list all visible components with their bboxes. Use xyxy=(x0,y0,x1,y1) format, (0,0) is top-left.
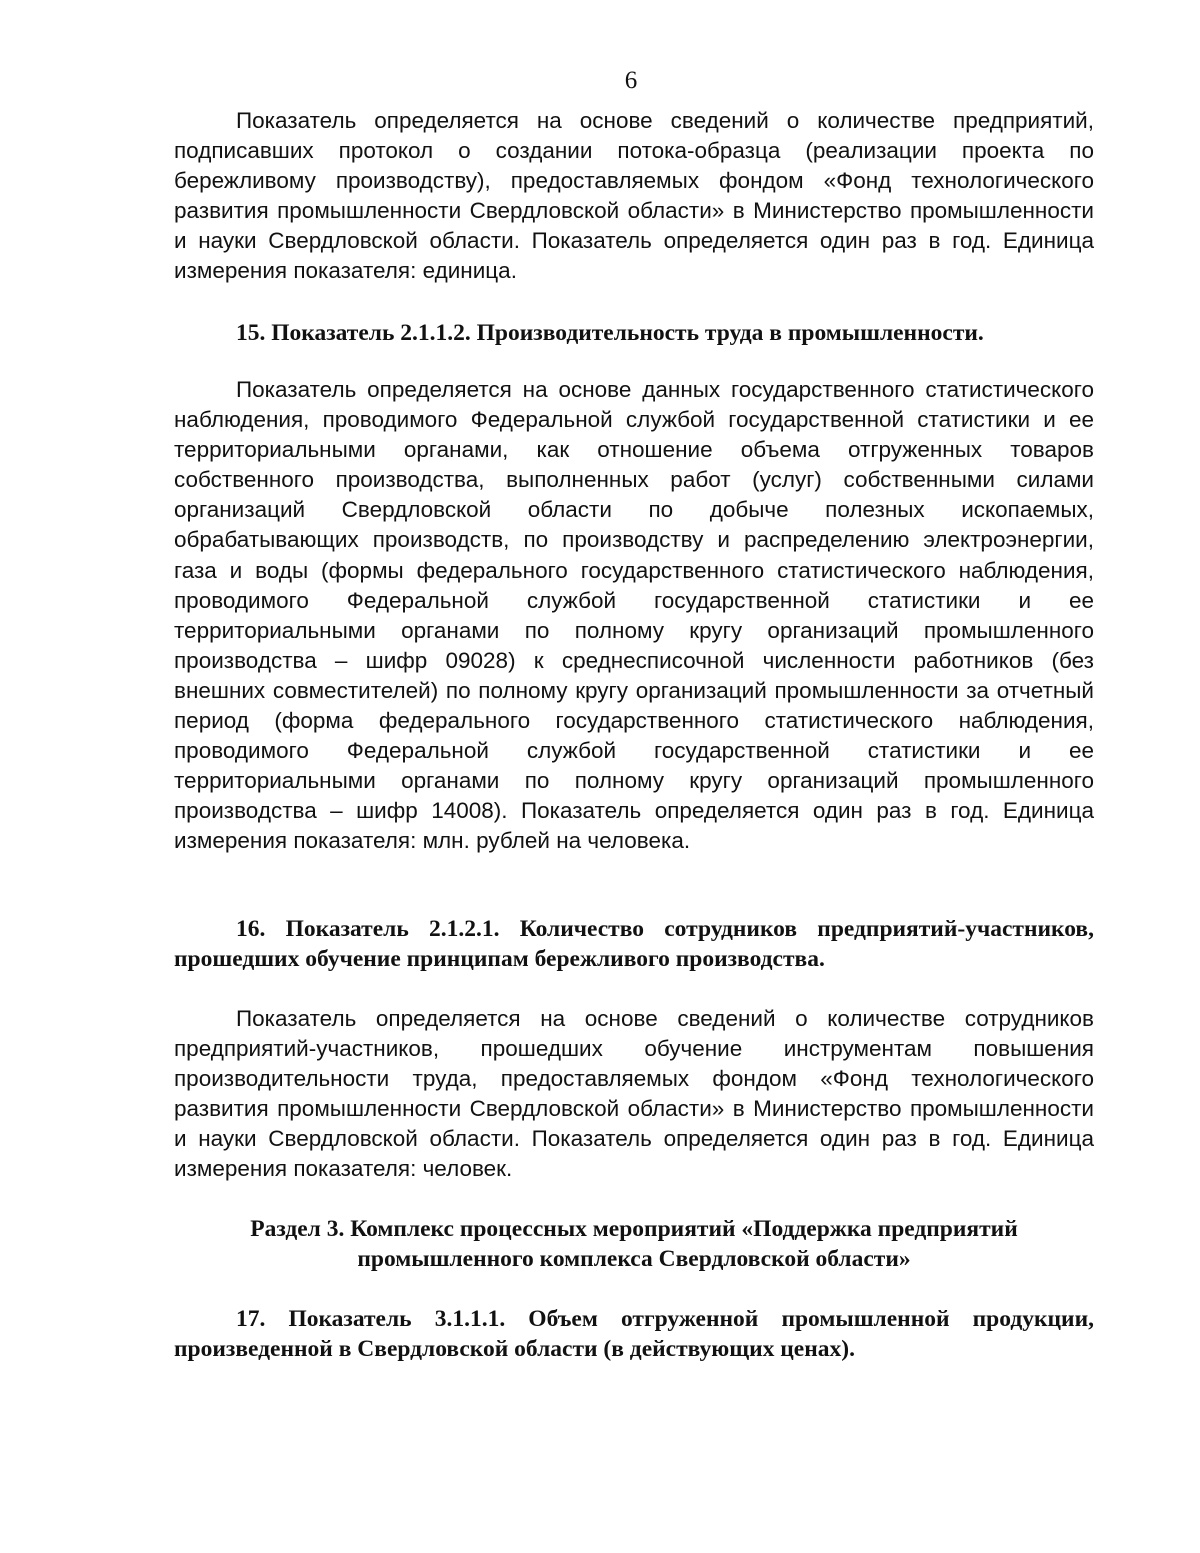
heading-section-3: Раздел 3. Комплекс процессных мероприятий «Поддержка предприятий промышленного комплекса Свердловской области» xyxy=(250,1216,1018,1272)
heading-indicator-15: 15. Показатель 2.1.1.2. Производительность труда в промышленности. xyxy=(236,320,984,346)
heading-indicator-17: 17. Показатель 3.1.1.1. Объем отгруженной промышленной продукции, произведенной в Свердловской области (в действующих ценах). xyxy=(174,1306,1094,1362)
paragraph-indicator-15-description: Показатель определяется на основе данных государственного статистического наблюдения, проводимого Федеральной службой государственной статистики и ее территориальными органами, как отношение объема отгруженных товаров собственного производства, выполненных работ (услуг) собственными силами организаций Свердловской области по добыче полезных ископаемых, обрабатывающих производств, по производству и распределению электроэнергии, газа и воды (формы федерального государственного статистического наблюдения, проводимого Федеральной службой государственной статистики и ее территориальными органами по полному кругу организаций промышленного производства – шифр 09028) к среднесписочной численности работников (без внешних совместителей) по полному кругу организаций промышленности за отчетный период (форма федерального государственного статистического наблюдения, проводимого Федеральной службой государственной статистики и ее территориальными органами по полному кругу организаций промышленного производства – шифр 14008). Показатель определяется один раз в год. Единица измерения показателя: млн. рублей на человека. xyxy=(174,377,1094,854)
page-number: 6 xyxy=(624,67,638,94)
paragraph-indicator-16-description: Показатель определяется на основе сведений о количестве сотрудников предприятий-участников, прошедших обучение инструментам повышения производительности труда, предоставляемых фондом «Фонд технологического развития промышленности Свердловской области» в Министерство промышленности и науки Свердловской области. Показатель определяется один раз в год. Единица измерения показателя: человек. xyxy=(174,1006,1094,1182)
heading-indicator-16: 16. Показатель 2.1.2.1. Количество сотрудников предприятий-участников, прошедших обучение принципам бережливого производства. xyxy=(174,916,1094,972)
paragraph-indicator-14-description: Показатель определяется на основе сведений о количестве предприятий, подписавших протокол о создании потока-образца (реализации проекта по бережливому производству), предоставляемых фондом «Фонд технологического развития промышленности Свердловской области» в Министерство промышленности и науки Свердловской области. Показатель определяется один раз в год. Единица измерения показателя: единица. xyxy=(174,108,1094,284)
